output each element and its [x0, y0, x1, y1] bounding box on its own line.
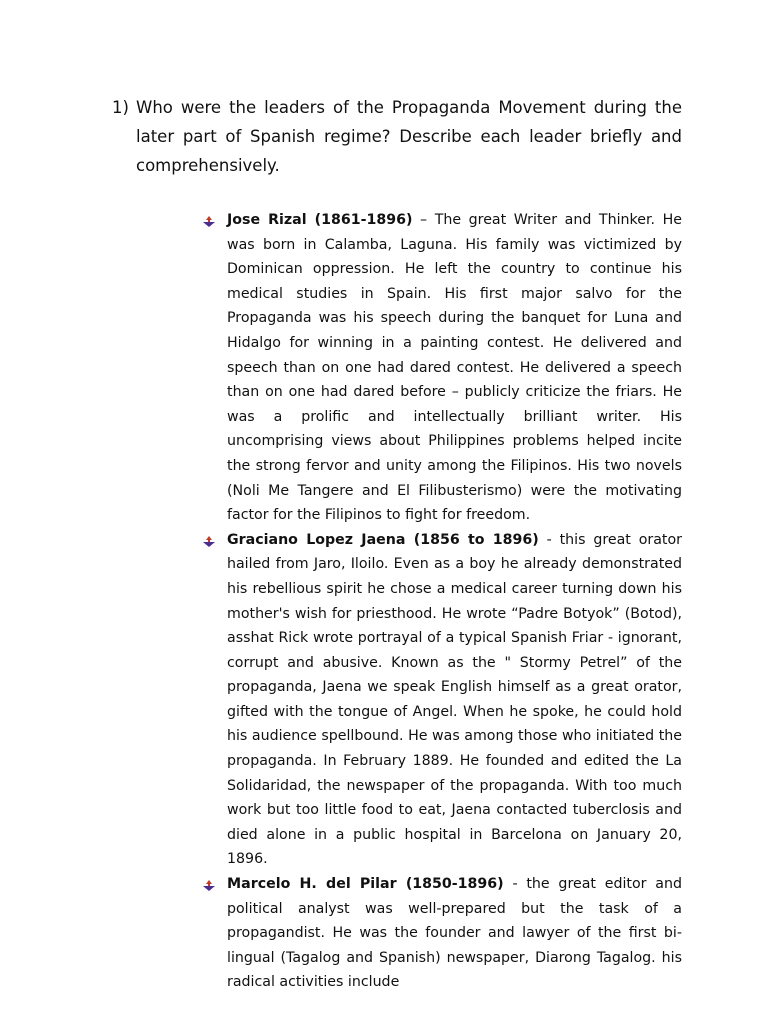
leader-name: Jose Rizal (1861-1896) [227, 212, 413, 228]
list-item [200, 208, 682, 528]
leader-description: - the great editor and political analyst was well-prepared but the task of a propagandist. He was the founder and lawyer of the first bi-lingual (Tagalog and Spanish) newspaper, Diarong Tagalog. his radical activities include [227, 876, 682, 991]
leader-name: Marcelo H. del Pilar (1850-1896) [227, 876, 504, 893]
question-block [112, 93, 682, 180]
arrow-bullet-icon [203, 536, 215, 547]
list-item [200, 528, 682, 872]
arrow-bullet-icon [203, 880, 215, 891]
leaders-list [200, 208, 682, 995]
leader-paragraph [227, 208, 682, 528]
leader-description: – The great Writer and Thinker. He was born in Calamba, Laguna. His family was victimized by Dominican oppression. He left the country to continue his medical studies in Spain. His first major salvo for the Propaganda was his speech during the banquet for Luna and Hidalgo for winning in a painting contest. He delivered and speech than on one had dared contest. He delivered a speech than on one had dared before – publicly criticize the friars. He was a prolific and intellectually brilliant writer. His uncomprising views about Philippines problems helped incite the strong fervor and unity among the Filipinos. His two novels (Noli Me Tangere and El Filibusterismo) were the motivating factor for the Filipinos to fight for freedom. [227, 212, 682, 524]
leader-name: Graciano Lopez Jaena (1856 to 1896) [227, 531, 539, 548]
leader-paragraph [227, 528, 682, 872]
leader-paragraph [227, 872, 682, 995]
question-number: 1) [112, 98, 129, 117]
question-text: Who were the leaders of the Propaganda Movement during the later part of Spanish regime? Describe each leader briefly and comprehensively. [136, 98, 682, 175]
leader-description: - this great orator hailed from Jaro, Iloilo. Even as a boy he already demonstrated his rebellious spirit he chose a medical career turning down his mother's wish for priesthood. He wrote “Padre Botyok” (Botod), asshat Rick wrote portrayal of a typical Spanish Friar - ignorant, corrupt and abusive. Known as the " Stormy Petrel” of the propaganda, Jaena we speak English himself as a great orator, gifted with the tongue of Angel. When he spoke, he could hold his audience spellbound. He was among those who initiated the propaganda. In February 1889. He founded and edited the La Solidaridad, the newspaper of the propaganda. With too much work but too little food to eat, Jaena contacted tuberclosis and died alone in a public hospital in Barcelona on January 20, 1896. [227, 531, 682, 868]
arrow-bullet-icon [203, 216, 215, 227]
list-item [200, 872, 682, 995]
